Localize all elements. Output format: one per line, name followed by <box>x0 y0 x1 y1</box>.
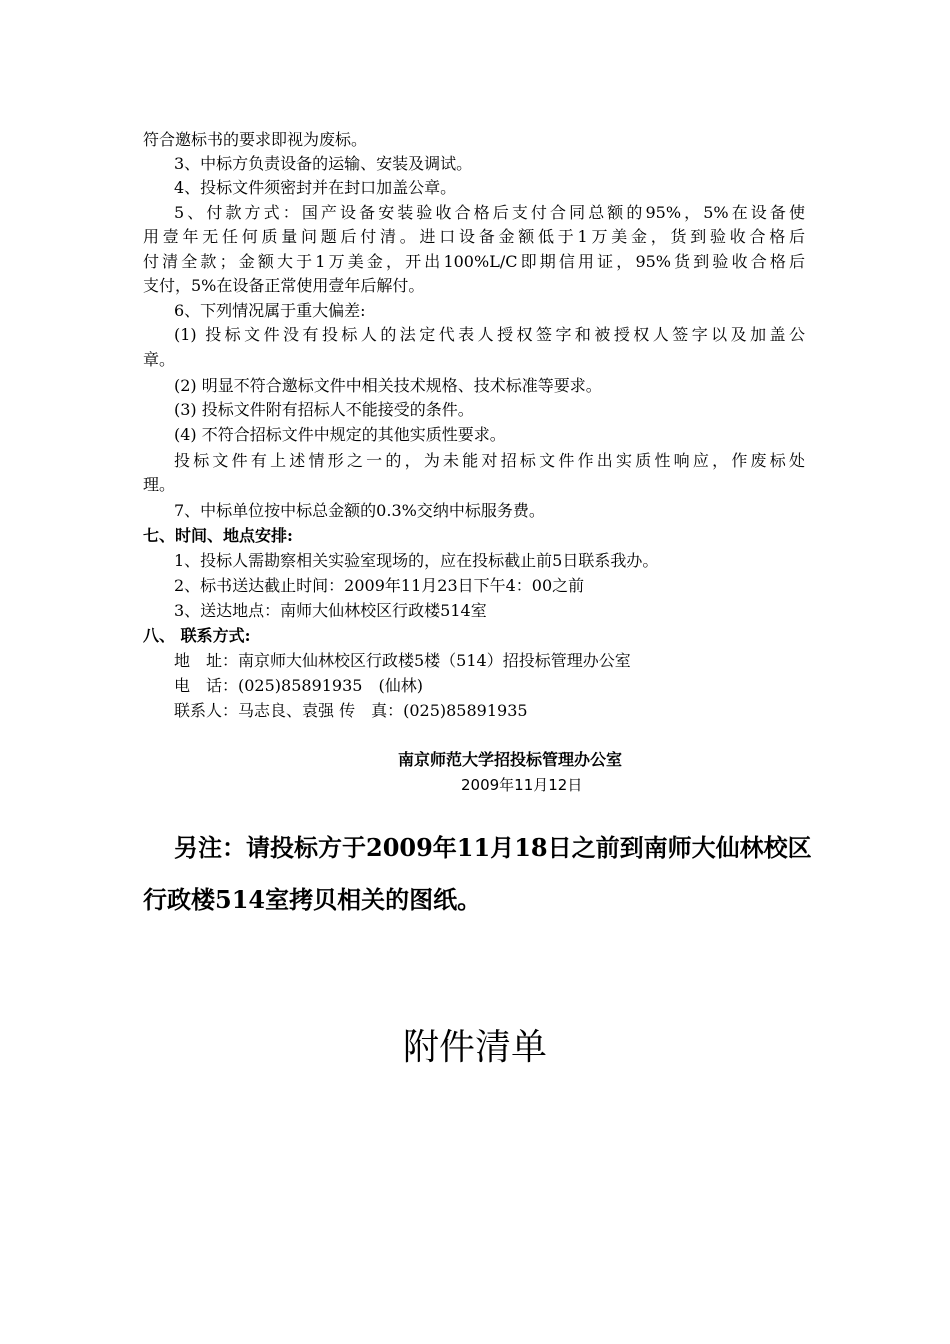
contact-person-fax: 联系人：马志良、袁强 传 真：(025)85891935 <box>174 701 528 720</box>
additional-note-line-1: 另注：请投标方于2009年11月18日之前到南师大仙林校区 <box>174 833 812 862</box>
body-line: 7、中标单位按中标总金额的0.3%交纳中标服务费。 <box>174 501 545 520</box>
signature-date: 2009年11月12日 <box>461 776 583 794</box>
body-line: (1) 投标文件没有投标人的法定代表人授权签字和被授权人签字以及加盖公 <box>174 325 805 344</box>
appendix-title: 附件清单 <box>402 1027 547 1068</box>
body-line: 3、中标方负责设备的运输、安装及调试。 <box>174 154 473 173</box>
body-line: (4) 不符合招标文件中规定的其他实质性要求。 <box>174 425 506 444</box>
signature-organization: 南京师范大学招投标管理办公室 <box>398 750 623 769</box>
body-line: 4、投标文件须密封并在封口加盖公章。 <box>174 178 457 197</box>
body-line: (2) 明显不符合邀标文件中相关技术规格、技术标准等要求。 <box>174 376 602 395</box>
body-line: 2、标书送达截止时间：2009年11月23日下午4：00之前 <box>174 576 585 595</box>
body-line: 符合邀标书的要求即视为废标。 <box>143 130 368 149</box>
body-line: 投标文件有上述情形之一的，为未能对招标文件作出实质性响应，作废标处 <box>174 451 805 470</box>
body-line: 6、下列情况属于重大偏差: <box>174 301 366 320</box>
body-line: 理。 <box>143 475 176 494</box>
body-line: 3、送达地点：南师大仙林校区行政楼514室 <box>174 601 487 620</box>
body-line: 5、付款方式：国产设备安装验收合格后支付合同总额的95%，5%在设备使 <box>174 203 805 222</box>
body-line: (3) 投标文件附有招标人不能接受的条件。 <box>174 400 474 419</box>
section-heading-time-place: 七、时间、地点安排: <box>143 526 293 545</box>
contact-phone: 电 话：(025)85891935 (仙林) <box>174 676 423 695</box>
body-line: 付清全款；金额大于1万美金，开出100%L/C即期信用证，95%货到验收合格后 <box>143 252 805 271</box>
section-heading-contact: 八、 联系方式: <box>143 626 251 645</box>
additional-note-line-2: 行政楼514室拷贝相关的图纸。 <box>143 885 482 914</box>
body-line: 章。 <box>143 350 176 369</box>
body-line: 1、投标人需勘察相关实验室现场的，应在投标截止前5日联系我办。 <box>174 551 659 570</box>
contact-address: 地 址：南京师大仙林校区行政楼5楼（514）招投标管理办公室 <box>174 651 631 670</box>
body-line: 支付，5%在设备正常使用壹年后解付。 <box>143 276 425 295</box>
body-line: 用壹年无任何质量问题后付清。进口设备金额低于1万美金，货到验收合格后 <box>143 227 805 246</box>
